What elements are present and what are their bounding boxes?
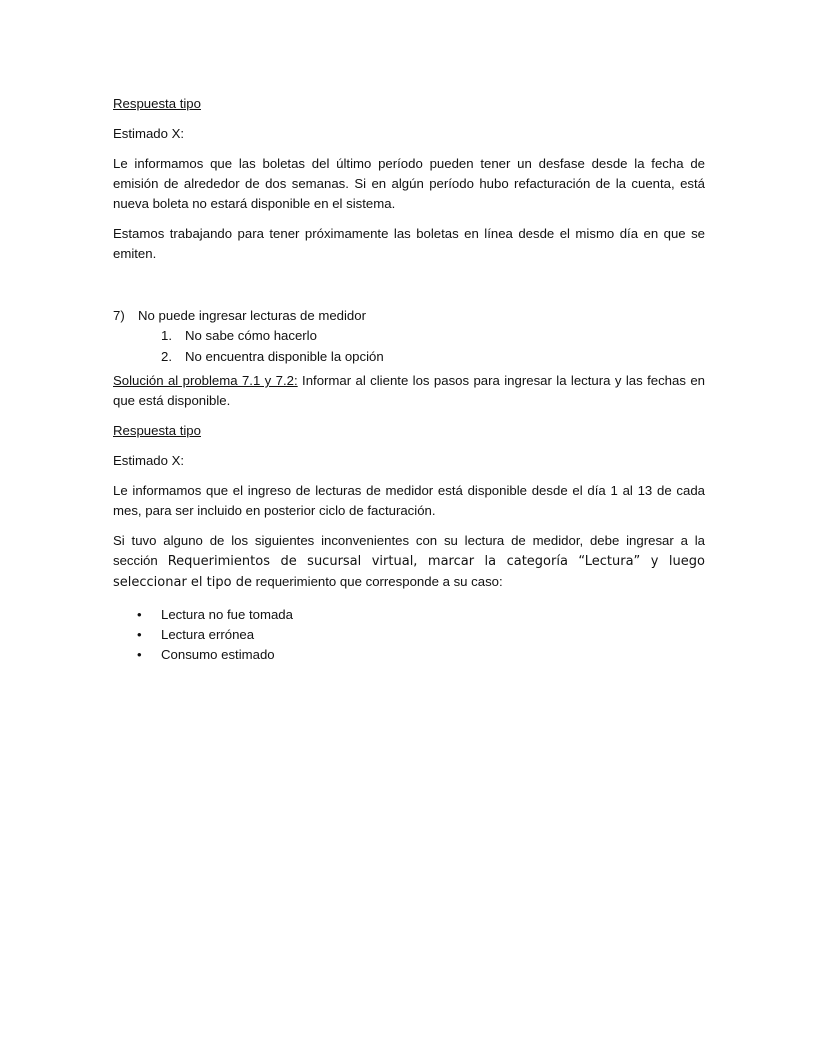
greeting: Estimado X: (113, 453, 185, 468)
list-item (113, 347, 705, 367)
list-number: 2. (161, 349, 172, 364)
list-item (113, 625, 705, 645)
reply-paragraph (113, 531, 705, 593)
problem-heading (113, 306, 705, 326)
paragraph-mid: Requerimientos de sucursal virtual, marcar la categoría “Lectura” y luego seleccionar el tipo de (113, 554, 705, 590)
list-item (113, 645, 705, 665)
list-number: 1. (161, 328, 172, 343)
reply-heading: Respuesta tipo (113, 423, 201, 438)
bullet-icon: • (137, 627, 142, 642)
reply-paragraph: Le informamos que las boletas del último período pueden tener un desfase desde la fecha de emisión de alrededor de dos semanas. Si en algún período hubo refacturación de la cuenta, está nueva boleta no estará disponible en el sistema. (113, 156, 705, 211)
bullet-icon: • (137, 647, 142, 662)
paragraph-end: requerimiento que corresponde a su caso: (251, 574, 503, 589)
greeting: Estimado X: (113, 126, 185, 141)
bullet-icon: • (137, 607, 142, 622)
document-page (113, 94, 705, 665)
problem-number: 7) (113, 308, 125, 323)
paragraph-start: Si tuvo alguno de los siguientes inconvenientes con su lectura de medidor, debe ingresar a la sección (113, 533, 705, 568)
problem-title: No puede ingresar lecturas de medidor (138, 308, 366, 323)
spacer (113, 274, 705, 306)
list-text: No encuentra disponible la opción (185, 349, 384, 364)
reply-paragraph: Estamos trabajando para tener próximamente las boletas en línea desde el mismo día en que se emiten. (113, 226, 705, 261)
list-item (113, 326, 705, 346)
solution-paragraph (113, 371, 705, 411)
solution-label: Solución al problema 7.1 y 7.2: (113, 373, 298, 388)
reply-paragraph: Le informamos que el ingreso de lecturas de medidor está disponible desde el día 1 al 13 de cada mes, para ser incluido en posterior ciclo de facturación. (113, 483, 705, 518)
list-text: Lectura no fue tomada (161, 607, 293, 622)
problem-subitems (113, 326, 705, 367)
solution-text: Informar al cliente los pasos para ingresar la lectura y las fechas en que está disponible. (113, 373, 705, 408)
list-text: No sabe cómo hacerlo (185, 328, 317, 343)
list-text: Lectura errónea (161, 627, 255, 642)
issue-bullet-list (113, 605, 705, 665)
reply-heading: Respuesta tipo (113, 96, 201, 111)
list-text: Consumo estimado (161, 647, 275, 662)
list-item (113, 605, 705, 625)
